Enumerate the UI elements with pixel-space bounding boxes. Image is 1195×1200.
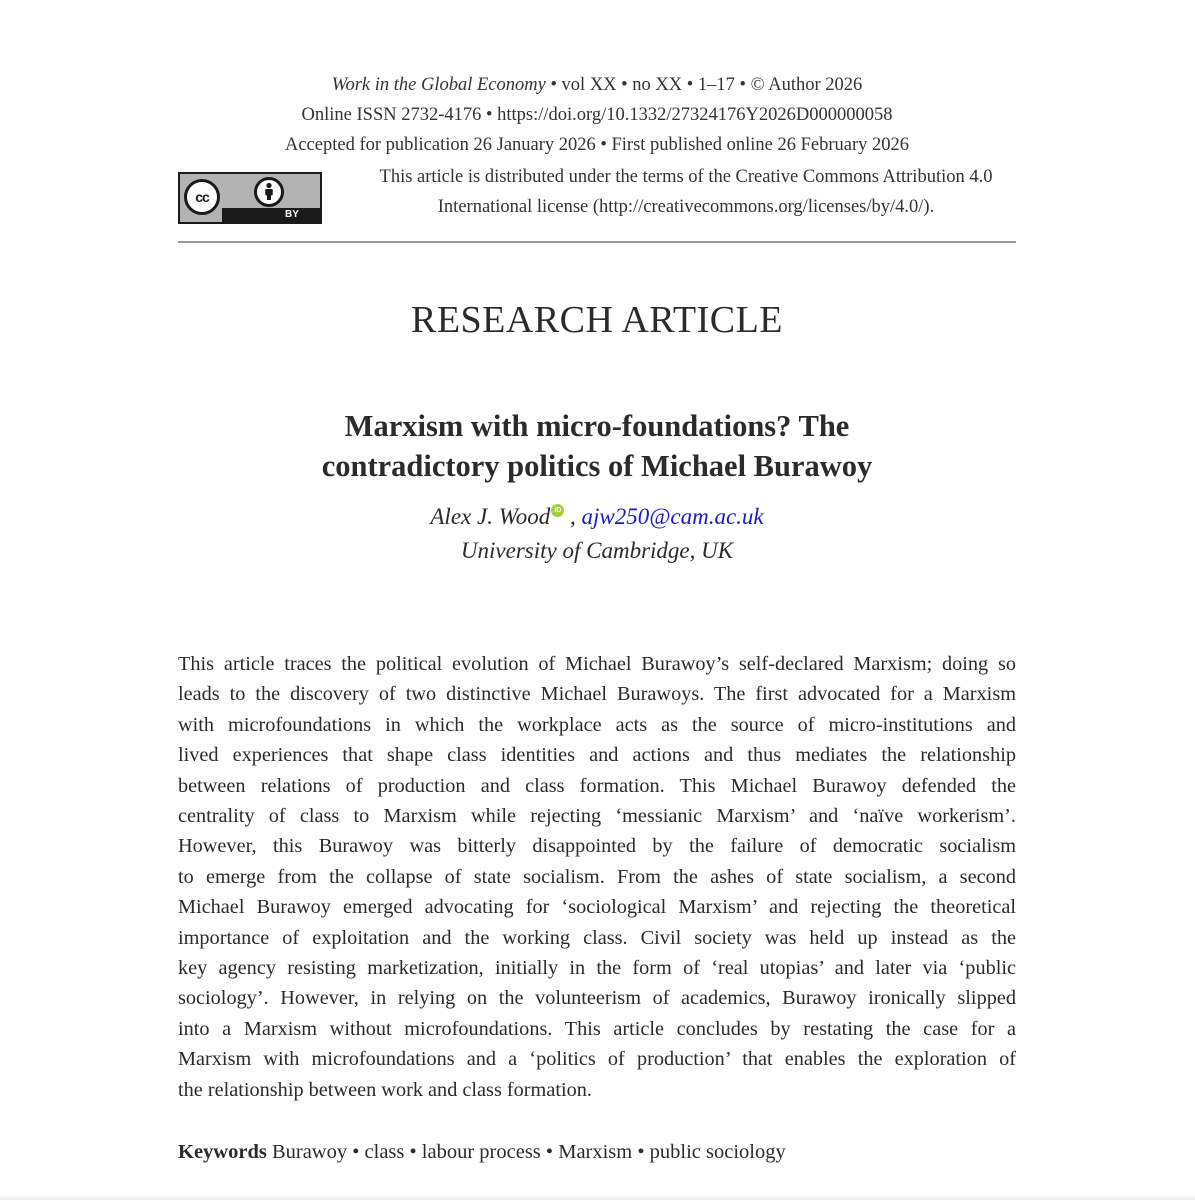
license-statement: [356, 162, 1016, 222]
abstract-line: This article traces the political evolution of Michael Burawoy’s self-declared Marxism; doing so: [178, 653, 1016, 675]
author-separator: ,: [564, 504, 582, 529]
journal-name: Work in the Global Economy: [331, 75, 546, 95]
abstract: [178, 649, 1016, 1105]
article-type-heading: RESEARCH ARTICLE: [410, 299, 784, 341]
title-line-1: Marxism with micro-foundations? The: [344, 409, 850, 443]
author-line: [178, 500, 1016, 534]
author-name: Alex J. Wood: [430, 504, 551, 529]
attribution-person-icon: [254, 177, 284, 207]
issn-doi-line: Online ISSN 2732-4176 • https://doi.org/10.1332/27324176Y2026D000000058: [301, 105, 893, 125]
abstract-line: to emerge from the collapse of state socialism. From the ashes of state socialism, a second: [178, 865, 1016, 888]
abstract-line: importance of exploitation and the working class. Civil society was held up instead as the: [178, 926, 1016, 949]
page-bottom-edge: [0, 1194, 1195, 1200]
keywords-list: Burawoy • class • labour process • Marxism • public sociology: [266, 1141, 786, 1163]
cc-by-license-badge: [178, 172, 322, 224]
abstract-line: leads to the discovery of two distinctive Michael Burawoys. The first advocated for a Marxism: [178, 683, 1016, 706]
abstract-line: Michael Burawoy emerged advocating for ‘sociological Marxism’ and rejecting the theoretical: [178, 896, 1016, 919]
abstract-line: sociology’. However, in relying on the volunteerism of academics, Burawoy ironically slipped: [178, 987, 1016, 1010]
abstract-line: Marxism with microfoundations and a ‘politics of production’ that enables the exploration of: [178, 1048, 1016, 1071]
journal-citation-line: [178, 70, 1016, 100]
abstract-line: lived experiences that shape class identities and actions and thus mediates the relationship: [178, 744, 1016, 767]
publication-dates-line: Accepted for publication 26 January 2026 • First published online 26 February 2026: [284, 135, 910, 155]
header-divider: [178, 241, 1016, 243]
license-line-1: This article is distributed under the terms of the Creative Commons Attribution 4.0: [379, 167, 993, 187]
abstract-line: between relations of production and class formation. This Michael Burawoy defended the: [178, 774, 1016, 797]
journal-meta: • vol XX • no XX • 1–17 • © Author 2026: [545, 75, 863, 95]
cc-icon: cc: [184, 179, 220, 215]
license-line-2: International license (http://creativecommons.org/licenses/by/4.0/).: [437, 197, 935, 217]
by-label: BY: [222, 208, 320, 222]
orcid-icon[interactable]: iD: [551, 504, 564, 517]
abstract-line: with microfoundations in which the workplace acts as the source of micro-institutions and: [178, 713, 1016, 736]
author-email-link[interactable]: ajw250@cam.ac.uk: [581, 504, 764, 529]
abstract-line: into a Marxism without microfoundations. This article concludes by restating the case for a: [178, 1017, 1016, 1040]
author-affiliation: University of Cambridge, UK: [460, 538, 734, 563]
abstract-line: the relationship between work and class formation.: [178, 1078, 592, 1101]
article-title: [178, 406, 1016, 486]
license-row: [178, 162, 1016, 224]
keywords-line: [178, 1137, 1016, 1167]
journal-header: [178, 70, 1016, 160]
author-block: [178, 500, 1016, 568]
abstract-line: centrality of class to Marxism while rejecting ‘messianic Marxism’ and ‘naïve workerism’.: [178, 805, 1016, 828]
abstract-line: key agency resisting marketization, initially in the form of ‘real utopias’ and later via ‘public: [178, 957, 1016, 980]
keywords-label: Keywords: [178, 1141, 267, 1163]
title-line-2: contradictory politics of Michael Burawoy: [321, 449, 873, 483]
abstract-line: However, this Burawoy was bitterly disappointed by the failure of democratic socialism: [178, 835, 1016, 858]
